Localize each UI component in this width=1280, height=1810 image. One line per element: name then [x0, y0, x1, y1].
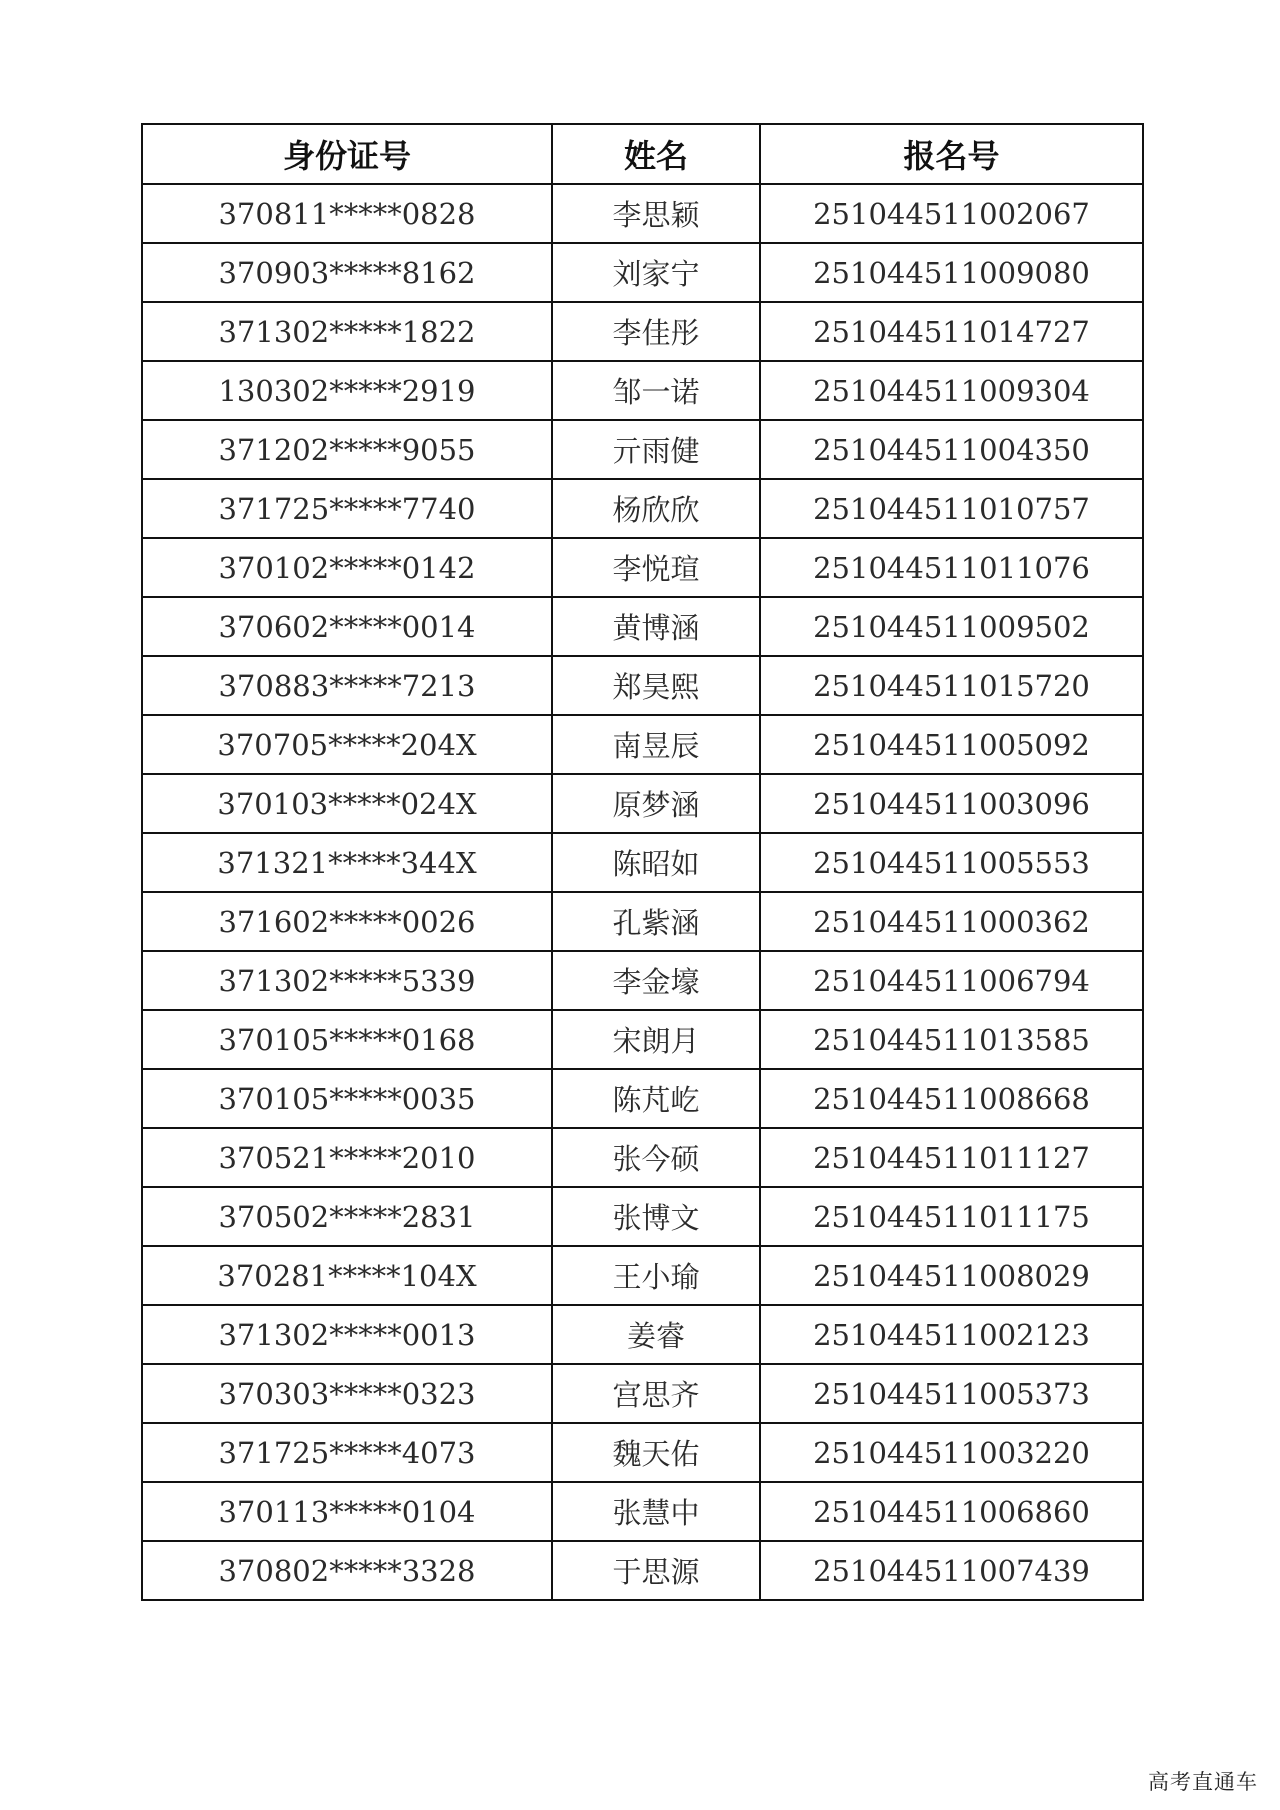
cell-id-number: 370281*****104X: [142, 1246, 552, 1305]
cell-registration-number: 251044511011175: [760, 1187, 1143, 1246]
cell-id-number: 370705*****204X: [142, 715, 552, 774]
table-row: [142, 1364, 1143, 1423]
cell-name: 张博文: [552, 1187, 760, 1246]
cell-registration-number: 251044511013585: [760, 1010, 1143, 1069]
cell-name: 魏天佑: [552, 1423, 760, 1482]
header-name: 姓名: [552, 124, 760, 184]
cell-name: 黄博涵: [552, 597, 760, 656]
cell-registration-number: 251044511004350: [760, 420, 1143, 479]
table-row: [142, 1305, 1143, 1364]
table-row: [142, 538, 1143, 597]
table-row: [142, 1541, 1143, 1600]
table-row: [142, 1187, 1143, 1246]
table-row: [142, 951, 1143, 1010]
cell-id-number: 370113*****0104: [142, 1482, 552, 1541]
cell-registration-number: 251044511005373: [760, 1364, 1143, 1423]
cell-registration-number: 251044511010757: [760, 479, 1143, 538]
table-row: [142, 715, 1143, 774]
header-id-number: 身份证号: [142, 124, 552, 184]
cell-name: 李金壕: [552, 951, 760, 1010]
cell-registration-number: 251044511015720: [760, 656, 1143, 715]
cell-name: 亓雨健: [552, 420, 760, 479]
cell-registration-number: 251044511000362: [760, 892, 1143, 951]
cell-name: 于思源: [552, 1541, 760, 1600]
cell-registration-number: 251044511006860: [760, 1482, 1143, 1541]
cell-id-number: 370811*****0828: [142, 184, 552, 243]
cell-registration-number: 251044511003220: [760, 1423, 1143, 1482]
table-row: [142, 302, 1143, 361]
table-row: [142, 1010, 1143, 1069]
table-row: [142, 479, 1143, 538]
table-body: [142, 184, 1143, 1600]
cell-id-number: 371302*****1822: [142, 302, 552, 361]
table-row: [142, 1128, 1143, 1187]
table-header: [142, 124, 1143, 184]
cell-id-number: 371602*****0026: [142, 892, 552, 951]
table-row: [142, 1482, 1143, 1541]
cell-name: 郑昊熙: [552, 656, 760, 715]
cell-registration-number: 251044511005553: [760, 833, 1143, 892]
cell-name: 杨欣欣: [552, 479, 760, 538]
table-row: [142, 892, 1143, 951]
table-row: [142, 774, 1143, 833]
cell-id-number: 371725*****7740: [142, 479, 552, 538]
cell-id-number: 371321*****344X: [142, 833, 552, 892]
header-registration-number: 报名号: [760, 124, 1143, 184]
cell-name: 南昱辰: [552, 715, 760, 774]
cell-id-number: 130302*****2919: [142, 361, 552, 420]
cell-registration-number: 251044511006794: [760, 951, 1143, 1010]
cell-id-number: 370102*****0142: [142, 538, 552, 597]
watermark-text: 高考直通车: [1148, 1770, 1258, 1794]
cell-name: 张今硕: [552, 1128, 760, 1187]
cell-id-number: 370105*****0035: [142, 1069, 552, 1128]
cell-registration-number: 251044511009502: [760, 597, 1143, 656]
cell-name: 陈昭如: [552, 833, 760, 892]
cell-id-number: 371302*****5339: [142, 951, 552, 1010]
cell-id-number: 370103*****024X: [142, 774, 552, 833]
cell-name: 陈芃屹: [552, 1069, 760, 1128]
cell-id-number: 370602*****0014: [142, 597, 552, 656]
cell-name: 孔紫涵: [552, 892, 760, 951]
cell-name: 李佳彤: [552, 302, 760, 361]
cell-registration-number: 251044511008029: [760, 1246, 1143, 1305]
table-row: [142, 243, 1143, 302]
table-row: [142, 1246, 1143, 1305]
cell-name: 张慧中: [552, 1482, 760, 1541]
roster-table: [141, 123, 1144, 1601]
cell-registration-number: 251044511007439: [760, 1541, 1143, 1600]
table-row: [142, 1423, 1143, 1482]
cell-registration-number: 251044511003096: [760, 774, 1143, 833]
cell-name: 王小瑜: [552, 1246, 760, 1305]
table-row: [142, 184, 1143, 243]
cell-registration-number: 251044511002123: [760, 1305, 1143, 1364]
cell-name: 宫思齐: [552, 1364, 760, 1423]
cell-id-number: 370521*****2010: [142, 1128, 552, 1187]
cell-name: 原梦涵: [552, 774, 760, 833]
cell-id-number: 370303*****0323: [142, 1364, 552, 1423]
cell-name: 李悦瑄: [552, 538, 760, 597]
cell-registration-number: 251044511011127: [760, 1128, 1143, 1187]
cell-name: 邹一诺: [552, 361, 760, 420]
table-row: [142, 833, 1143, 892]
cell-name: 姜睿: [552, 1305, 760, 1364]
cell-id-number: 370883*****7213: [142, 656, 552, 715]
cell-registration-number: 251044511002067: [760, 184, 1143, 243]
cell-id-number: 370802*****3328: [142, 1541, 552, 1600]
table-row: [142, 361, 1143, 420]
table-row: [142, 597, 1143, 656]
header-row: [142, 124, 1143, 184]
cell-registration-number: 251044511009080: [760, 243, 1143, 302]
cell-name: 李思颖: [552, 184, 760, 243]
table-row: [142, 1069, 1143, 1128]
cell-name: 宋朗月: [552, 1010, 760, 1069]
cell-id-number: 370502*****2831: [142, 1187, 552, 1246]
cell-registration-number: 251044511009304: [760, 361, 1143, 420]
cell-id-number: 371202*****9055: [142, 420, 552, 479]
table-row: [142, 656, 1143, 715]
cell-registration-number: 251044511008668: [760, 1069, 1143, 1128]
cell-id-number: 370105*****0168: [142, 1010, 552, 1069]
cell-id-number: 371302*****0013: [142, 1305, 552, 1364]
table-row: [142, 420, 1143, 479]
cell-registration-number: 251044511014727: [760, 302, 1143, 361]
cell-registration-number: 251044511005092: [760, 715, 1143, 774]
cell-id-number: 371725*****4073: [142, 1423, 552, 1482]
cell-name: 刘家宁: [552, 243, 760, 302]
cell-registration-number: 251044511011076: [760, 538, 1143, 597]
cell-id-number: 370903*****8162: [142, 243, 552, 302]
